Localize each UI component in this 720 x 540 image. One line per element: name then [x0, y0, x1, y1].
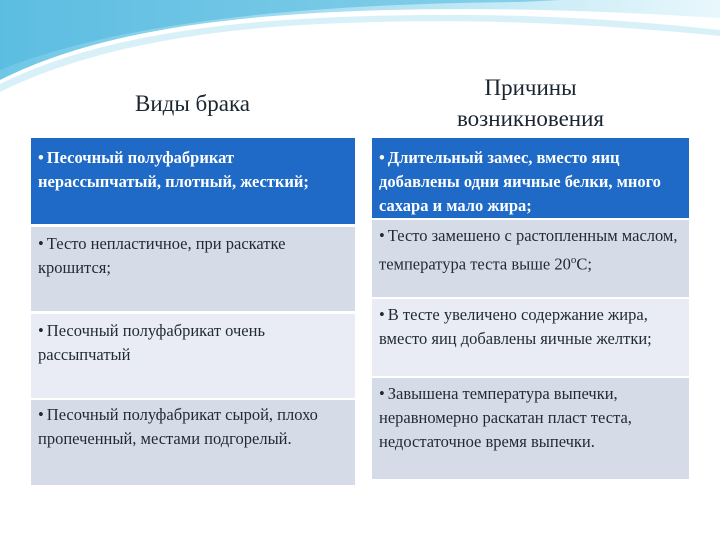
defect-cell-3 — [31, 314, 355, 398]
bullet: • — [38, 321, 44, 340]
cause-text-2: Тесто замешено с растопленным маслом, температура теста выше 20 — [379, 226, 678, 274]
bullet: • — [38, 405, 44, 424]
cause-text-1: Длительный замес, вместо яиц добавлены одни яичные белки, много сахара и мало жира; — [379, 148, 661, 215]
bullet: • — [38, 148, 44, 167]
bullet: • — [38, 234, 44, 253]
degree-superscript: о — [570, 254, 577, 266]
bullet: • — [379, 305, 385, 324]
cause-cell-2 — [372, 220, 689, 297]
cause-cell-1 — [372, 138, 689, 218]
column-header-causes-line1: Причины — [484, 75, 577, 100]
column-header-defect-types: Виды брака — [135, 91, 250, 116]
defect-cell-1 — [31, 138, 355, 224]
defect-text-3: Песочный полуфабрикат очень рассыпчатый — [38, 321, 265, 364]
cause-text-3: В тесте увеличено содержание жира, вместо яиц добавлены яичные желтки; — [379, 305, 652, 348]
defect-text-1: Песочный полуфабрикат нерассыпчатый, плотный, жесткий; — [38, 148, 309, 191]
column-header-causes-line2: возникновения — [456, 106, 605, 131]
cause-text-2-end: С; — [576, 254, 592, 274]
bullet: • — [379, 148, 385, 167]
defect-text-2: Тесто непластичное, при раскатке крошится; — [38, 234, 286, 277]
cause-cell-4 — [372, 378, 689, 479]
defect-cell-2 — [31, 227, 355, 311]
defect-text-4: Песочный полуфабрикат сырой, плохо пропеченный, местами подгорелый. — [38, 405, 318, 448]
cause-text-4: Завышена температура выпечки, неравномерно раскатан пласт теста, недостаточное время выпечки. — [379, 384, 632, 451]
bullet: • — [379, 384, 385, 403]
column-header-causes — [372, 72, 689, 134]
cause-cell-3 — [372, 299, 689, 376]
defect-cell-4 — [31, 400, 355, 485]
bullet: • — [379, 226, 385, 245]
